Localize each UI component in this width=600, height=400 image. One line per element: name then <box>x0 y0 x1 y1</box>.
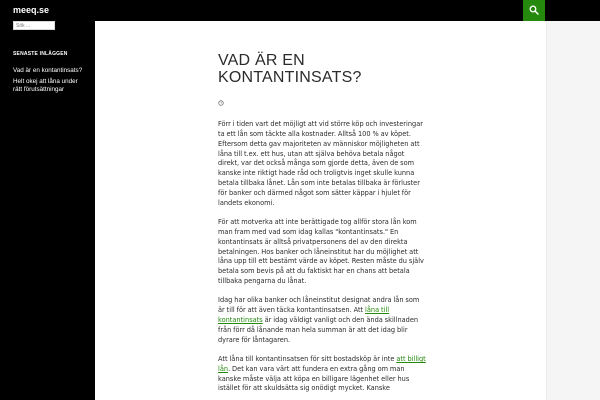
paragraph-text: är idag väldigt vanligt och den ända skillnaden från förr då lånande man hela summan är att det idag blir dyrare för låntagaren. <box>218 315 419 344</box>
paragraph: För att motverka att inte berättigade tog allför stora lån kom man fram med vad som idag kallas "kontantinsats." En kontantinsats är alltså privatpersonens del av den direkta betalningen. Hos banker och låneinstitut har du möjlighet att låna upp till ett bestämt värde av köpet. Resten måste du själv betala som bevis på att du faktiskt har en chans att betala tillbaka pengarna du lånat. <box>218 217 424 286</box>
recent-posts-title: SENASTE INLÄGGEN <box>13 51 68 57</box>
recent-post-link[interactable]: Vad är en kontantinsats? <box>13 67 83 74</box>
paragraph-text: Idag har olika banker och låneinstitut designat andra lån som är till för att även täcka kontantinsatsen. Att <box>218 296 420 315</box>
post-title: VAD ÄR EN KONTANTINSATS? <box>218 52 362 86</box>
lana-till-kontantinsats-link[interactable]: låna till kontantinsats <box>218 306 390 324</box>
search-icon <box>529 5 539 15</box>
paragraph-text: Att låna till kontantinsatsen för sitt bostadsköp är inte <box>218 354 397 363</box>
search-toggle-button[interactable] <box>523 0 545 21</box>
right-background <box>546 21 600 400</box>
paragraph <box>218 296 426 345</box>
recent-post-link[interactable]: Helt okej att låna under rätt förutsättningar <box>13 78 78 93</box>
paragraph <box>218 355 426 394</box>
search-input[interactable] <box>13 21 55 30</box>
billigt-lan-link[interactable]: att billigt lån <box>218 354 426 373</box>
site-title[interactable]: meeq.se <box>13 5 50 15</box>
top-header-bar <box>0 0 600 21</box>
clock-icon[interactable] <box>218 100 224 106</box>
post-body <box>218 120 426 400</box>
recent-posts-list <box>13 67 85 97</box>
paragraph: Förr i tiden vart det möjligt att vid större köp och investeringar ta ett lån som täckte alla kostnader. Alltså 100 % av köpet. Eftersom detta gav majoriteten av människor möjligheten att låna till t.ex. ett hus, utan att själva behöva betala något direkt, var det också många som gjorde detta, även de som kanske inte riktigt hade råd och troligtvis inget skulle kunna betala tillbaka lånet. Lån som inte betalas tillbaka är förluster för banker och därmed något som sätter käppar i hjulet för landets ekonomi. <box>218 120 423 207</box>
paragraph-text: . Det kan vara värt att fundera en extra gång om man kanske måste välja att köpa en billigare lägenhet eller hus istället för att skuldsätta sig onödigt mycket. Kanske <box>218 364 410 393</box>
